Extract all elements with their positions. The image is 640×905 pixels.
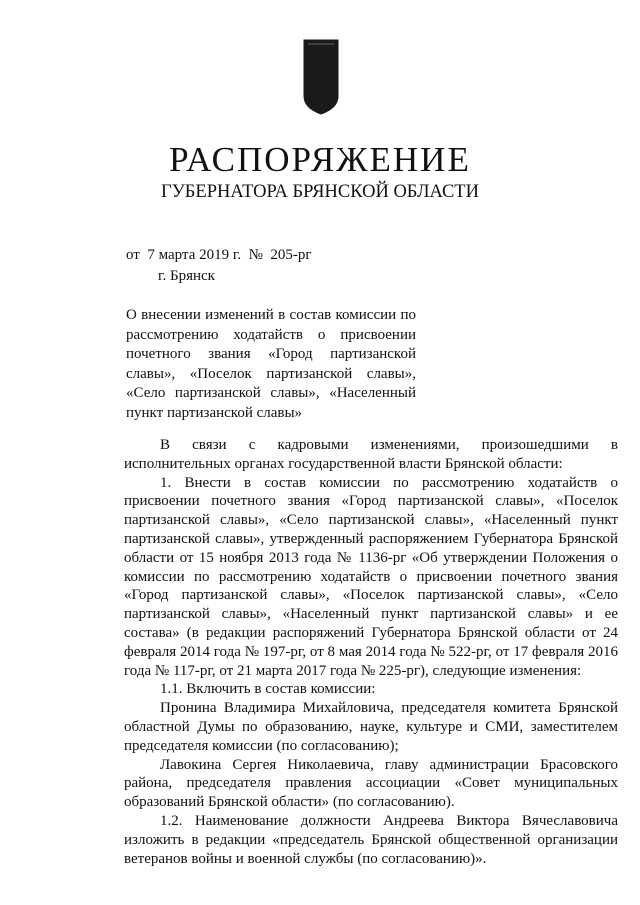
body-paragraph: 1.2. Наименование должности Андреева Виктора Вячеславовича изложить в редакции «председатель Брянской общественной организации ветеранов войны и военной службы (по согласованию)». [124, 812, 618, 867]
body-paragraph: 1. Внести в состав комиссии по рассмотрению ходатайств о присвоении почетного звания «Город партизанской славы», «Поселок партизанской славы», «Село партизанской славы», «Населенный пункт партизанской славы», утвержденный распоряжением Губернатора Брянской области от 15 ноября 2013 года № 1136-рг «Об утверждении Положения о комиссии по рассмотрению ходатайств о присвоении почетного звания «Город партизанской славы», «Поселок партизанской славы», «Село партизанской славы», «Населенный пункт партизанской славы» и ее состава» (в редакции распоряжений Губернатора Брянской области от 24 февраля 2014 года № 197-рг, от 8 мая 2014 года № 522-рг, от 17 февраля 2016 года № 117-рг, от 21 марта 2017 года № 225-рг), следующие изменения: [124, 474, 618, 679]
subject-text: О внесении изменений в состав комиссии по рассмотрению ходатайств о присвоении почетного звания «Город партизанской славы», «Поселок партизанской славы», «Село партизанской славы», «Населенный пункт партизанской славы» [126, 307, 416, 421]
date-number-line: от 7 марта 2019 г. № 205-рг [126, 247, 312, 263]
document-meta [126, 245, 312, 287]
body-paragraph: Лавокина Сергея Николаевича, главу администрации Брасовского района, председателя правления ассоциации «Совет муниципальных образований Брянской области» (по согласованию). [124, 756, 618, 811]
body-paragraph: В связи с кадровыми изменениями, произошедшими в исполнительных органах государственной власти Брянской области: [124, 437, 618, 472]
coat-of-arms-icon [300, 36, 342, 116]
document-body [124, 436, 618, 868]
document-title: РАСПОРЯЖЕНИЕ [169, 140, 471, 179]
document-subtitle: ГУБЕРНАТОРА БРЯНСКОЙ ОБЛАСТИ [161, 182, 479, 202]
document-subject [126, 306, 416, 423]
body-paragraph: Пронина Владимира Михайловича, председателя комитета Брянской областной Думы по образованию, науке, культуре и СМИ, заместителем председателя комиссии (по согласованию); [124, 700, 618, 754]
city-line: г. Брянск [158, 268, 215, 284]
body-paragraph: 1.1. Включить в состав комиссии: [160, 681, 376, 698]
